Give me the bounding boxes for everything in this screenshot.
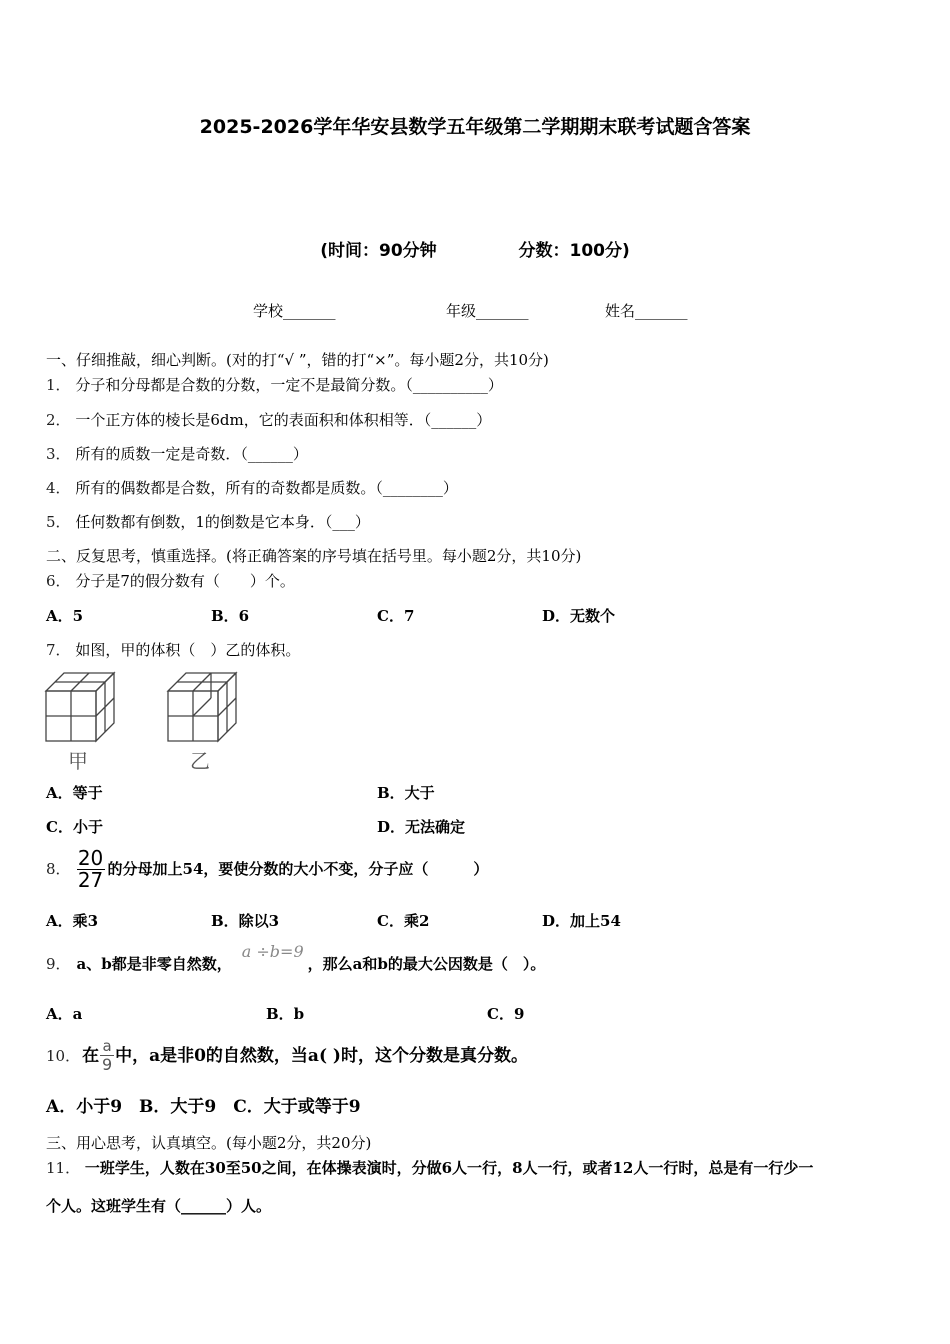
question-text: 在: [82, 1046, 100, 1066]
question-number: 11．: [46, 1159, 81, 1177]
fraction-a-9: [100, 1038, 114, 1074]
section3-heading: 三、用心思考，认真填空。(每小题2分，共20分): [46, 1134, 372, 1152]
name-field[interactable]: 姓名_______: [605, 302, 688, 320]
cube-jia: [46, 673, 114, 741]
page-title: 2025-2026学年华安县数学五年级第二学期期末联考试题含答案: [199, 116, 751, 138]
exam-score: 分数：100分): [518, 241, 630, 261]
question-number: 1．: [46, 376, 71, 394]
exam-meta: [0, 236, 950, 261]
question-11: [46, 1158, 813, 1178]
fraction-denominator: 9: [102, 1055, 113, 1074]
question-number: 2．: [46, 411, 71, 429]
question-4: [46, 478, 458, 498]
question-1: [46, 375, 503, 395]
fraction-numerator: a: [100, 1038, 114, 1056]
school-field[interactable]: 学校_______: [253, 302, 336, 320]
question-text: 所有的质数一定是奇数．（______）: [75, 445, 308, 463]
question-5: [46, 512, 370, 532]
question-2: [46, 410, 491, 430]
question-text: 的分母加上54，要使分数的大小不变，分子应（ ）: [107, 860, 489, 878]
question-number: 5．: [46, 513, 71, 531]
question-text: 分子是7的假分数有（ ）个。: [75, 572, 295, 590]
question-text: 中，a是非0的自然数，当a( )时，这个分数是真分数。: [115, 1046, 528, 1066]
question-text: 一班学生，人数在30至50之间，在体操表演时，分做6人一行，8人一行，或者12人一行时，总是有一行少一: [84, 1159, 814, 1177]
question-7: [46, 640, 300, 660]
question-text: 任何数都有倒数，1的倒数是它本身．（___）: [75, 513, 370, 531]
question-text: 如图，甲的体积（ ）乙的体积。: [75, 641, 301, 659]
label-yi: 乙: [190, 749, 210, 773]
option-c[interactable]: C．7: [377, 607, 415, 625]
question-3: [46, 444, 308, 464]
option-b[interactable]: B．b: [266, 1005, 305, 1023]
option-d[interactable]: D．加上54: [542, 912, 621, 930]
grade-field[interactable]: 年级_______: [446, 302, 529, 320]
question-number: 9．: [46, 955, 71, 973]
question-number: 3．: [46, 445, 71, 463]
exam-time: (时间：90分钟: [320, 241, 437, 261]
question-10: [46, 1030, 528, 1082]
section2-heading: 二、反复思考，慎重选择。(将正确答案的序号填在括号里。每小题2分，共10分): [46, 547, 582, 565]
fraction-denominator: 27: [77, 867, 104, 892]
question-text: 所有的偶数都是合数，所有的奇数都是质数。（________）: [75, 479, 458, 497]
option-d[interactable]: D．无法确定: [377, 818, 466, 836]
question-number: 7．: [46, 641, 71, 659]
option-c[interactable]: C．乘2: [377, 912, 430, 930]
cube-figure: [40, 666, 260, 776]
fraction-numerator: 20: [77, 845, 104, 870]
option-a[interactable]: A．乘3: [46, 912, 99, 930]
option-a[interactable]: A．a: [46, 1005, 83, 1023]
cube-yi: [168, 673, 236, 741]
fraction-20-27: [77, 845, 105, 892]
option-a[interactable]: A．等于: [46, 784, 103, 802]
question-number: 4．: [46, 479, 71, 497]
question-6: [46, 571, 295, 591]
question-9: [46, 944, 545, 984]
label-jia: 甲: [68, 749, 88, 773]
option-b[interactable]: B．6: [211, 607, 250, 625]
question-text: a、b都是非零自然数，: [76, 955, 232, 973]
option-c[interactable]: C．小于: [46, 818, 103, 836]
option-c[interactable]: C．9: [487, 1005, 525, 1023]
section1-heading: 一、仔细推敲，细心判断。(对的打“√ ”，错的打“×”。每小题2分，共10分): [46, 351, 549, 369]
question-number: 8．: [46, 860, 71, 878]
question-number: 10．: [46, 1047, 81, 1065]
option-a[interactable]: A．5: [46, 607, 84, 625]
option-d[interactable]: D．无数个: [542, 607, 616, 625]
question-text: ，那么a和b的最大公因数是（ ）。: [307, 955, 546, 973]
question-number: 6．: [46, 572, 71, 590]
question-11-cont: 个人。这班学生有（______）人。: [46, 1197, 272, 1215]
formula: a ÷b=9: [241, 942, 304, 961]
question-text: 一个正方体的棱长是6dm，它的表面积和体积相等．（______）: [75, 411, 492, 429]
option-b[interactable]: B．大于: [377, 784, 435, 802]
options-line[interactable]: A．小于9 B．大于9 C．大于或等于9: [46, 1097, 361, 1117]
option-b[interactable]: B．除以3: [211, 912, 280, 930]
question-8: [46, 846, 488, 892]
question-text: 分子和分母都是合数的分数，一定不是最简分数。（__________）: [75, 376, 503, 394]
